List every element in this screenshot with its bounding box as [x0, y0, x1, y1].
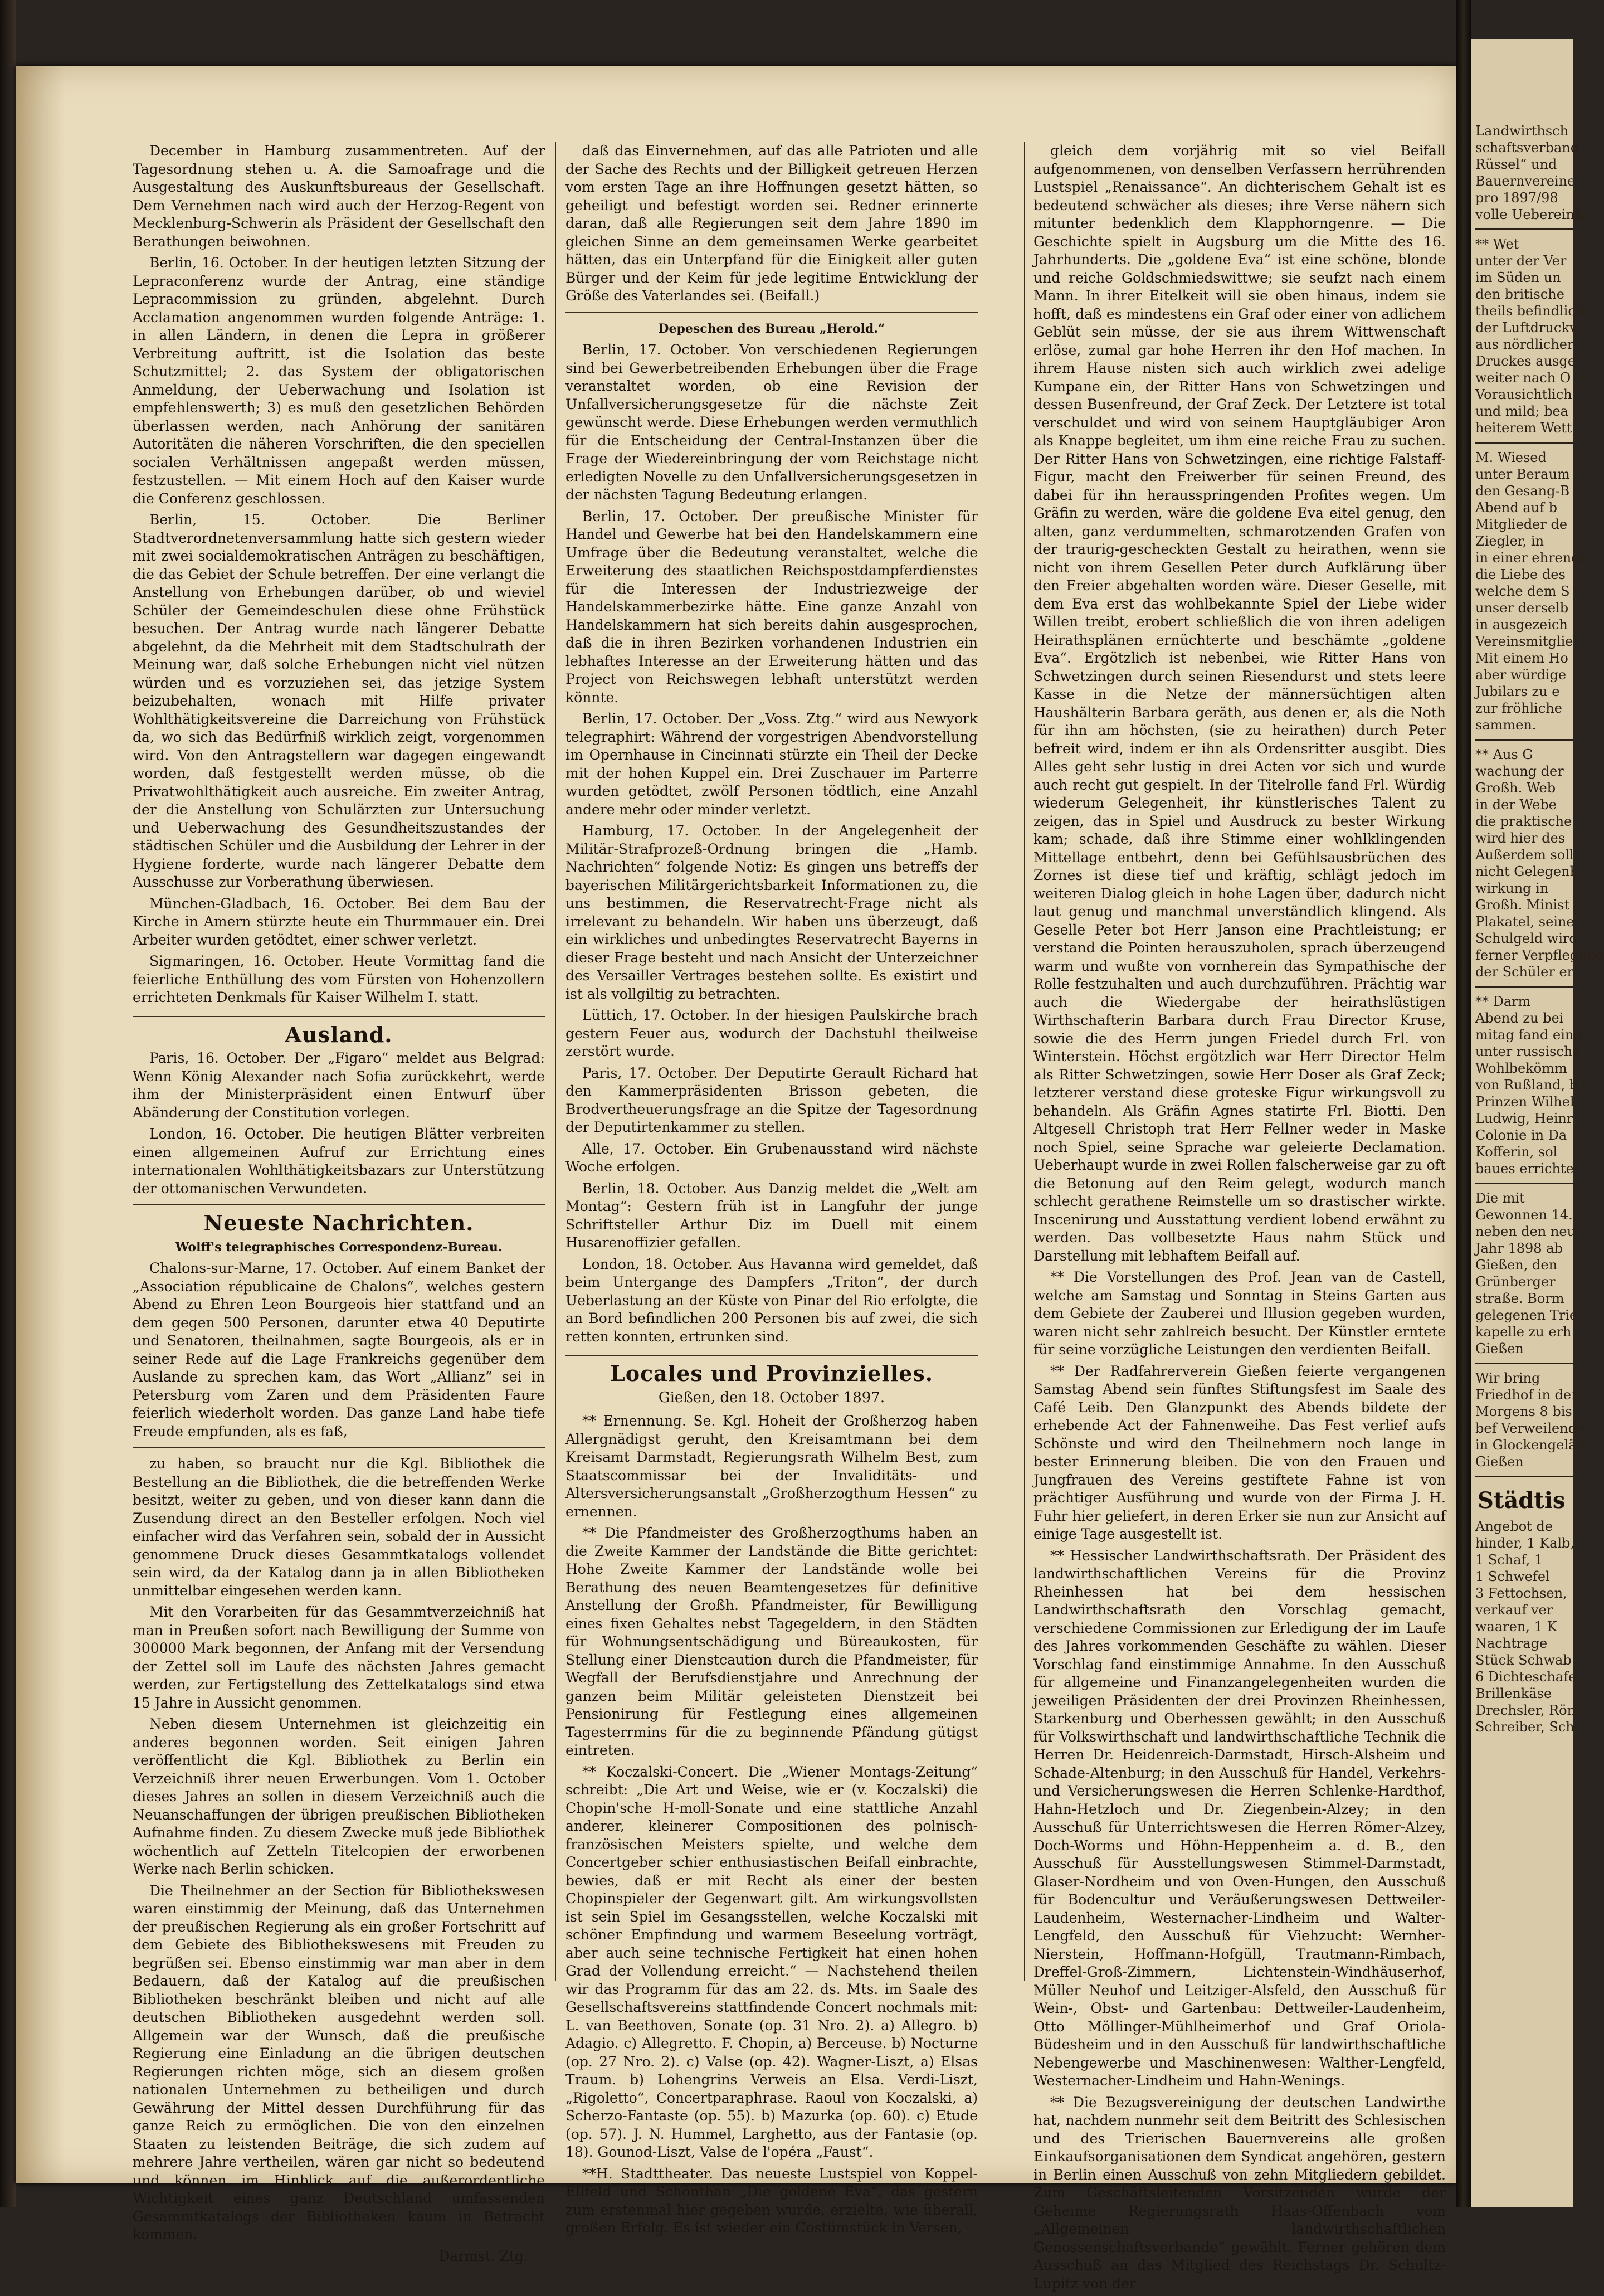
adjacent-line: wachung der	[1475, 763, 1564, 779]
adjacent-line: Bauernvereine	[1475, 173, 1576, 189]
adjacent-line: ** Darm	[1475, 994, 1531, 1009]
adjacent-line: weiter nach O	[1475, 370, 1571, 386]
adjacent-line: pro 1897/98	[1475, 190, 1558, 206]
column-3	[1033, 142, 1446, 2296]
adjacent-line: Abend auf b	[1475, 500, 1557, 515]
book-gutter	[1456, 0, 1471, 2207]
adjacent-line: Jahr 1898 ab	[1475, 1241, 1563, 1256]
article-paragraph: Lüttich, 17. October. In der hiesigen Paulskirche brach gestern Feuer aus, wodurch der Dachstuhl theilweise zerstört wurde.	[565, 1007, 978, 1059]
article-paragraph: Berlin, 17. October. Der preußische Minister für Handel und Gewerbe hat bei den Handelskammern eine Umfrage über die Bedeutung veranstaltet, welche die Erweiterung des staatlichen Reichspostdampferdienstes für die Interessen der Industriezweige der Handelskammerbezirke hätte. Eine ganze Anzahl von Handelskammern hat sich bereits dahin ausgesprochen, daß die in ihren Bezirken vorhandenen Industrien ein lebhaftes Interesse an der Erweiterung hätten und das Project von Reichswegen lebhaft unterstützt werden könnte.	[565, 508, 978, 706]
article-paragraph: München-Gladbach, 16. October. Bei dem Bau der Kirche in Amern stürzte heute ein Thurmmauer ein. Drei Arbeiter wurden getödtet, einer schwer verletzt.	[133, 895, 545, 948]
adjacent-line: Colonie in Da	[1475, 1127, 1567, 1143]
adjacent-line: sammen.	[1475, 717, 1537, 733]
adjacent-line: in der Webe	[1475, 797, 1557, 813]
article-paragraph: Berlin, 17. October. Der „Voss. Ztg.“ wird aus Newyork telegraphirt: Während der vorgestrigen Abendvorstellung im Opernhause in Cincinnati stürzte ein Theil der Decke mit der hohen Kuppel ein. Drei Zuschauer im Parterre wurden getödtet, zwölf Personen tödtlich, eine Anzahl andere mehr oder minder verletzt.	[565, 711, 978, 818]
adjacent-line: der Schüler er	[1475, 964, 1574, 980]
adjacent-line: Morgens 8 bis	[1475, 1404, 1572, 1419]
section-divider	[133, 1015, 545, 1017]
section-divider	[133, 1447, 545, 1448]
adjacent-line: Rüssel“ und	[1475, 157, 1557, 172]
adjacent-line: Schreiber, Sch	[1475, 1719, 1574, 1735]
article-paragraph: ** Ernennung. Se. Kgl. Hoheit der Großherzog haben Allergnädigst geruht, den Kreisamtmann bei dem Kreisamt Darmstadt, Regierungsrath Wilhelm Best, zum Staatscommissar bei der Invaliditäts- und Altersversicherungsanstalt „Großherzogthum Hessen“ zu ernennen.	[565, 1413, 978, 1520]
article-paragraph: ** Die Bezugsvereinigung der deutschen Landwirthe hat, nachdem nunmehr seit dem Beitritt des Schlesischen und des Trierischen Bauernvereins alle großen Einkaufsorganisationen dem Syndicat angehören, gestern in Berlin einen Ausschuß von zehn Mitgliedern gebildet. Zum Geschäftsleitenden Vorsitzenden wurde der Geheime Regierungsrath Haas-Offenbach vom „Allgemeinen landwirthschaftlichen Genossenschaftsverbande“ gewählt. Ferner gehören dem Ausschuß an das Mitglied des Reichstags Dr. Schultz-Lupitz von der	[1033, 2094, 1446, 2292]
adjacent-line: im Süden un	[1475, 270, 1561, 285]
adjacent-line: und mild; bea	[1475, 403, 1568, 419]
adjacent-line: Jubilars zu e	[1475, 684, 1560, 699]
article-paragraph: ** Der Radfahrerverein Gießen feierte vergangenen Samstag Abend sein fünftes Stiftungsfest im Saale des Café Leib. Den Glanzpunkt des Abends bildete der erhebende Act der Fahnenweihe. Das Fest verlief aufs Schönste und wird den Theilnehmern noch lange in bester Erinnerung bleiben. Die von den Frauen und Jungfrauen des Vereins gestiftete Fahne ist von prächtiger Ausführung und wurde von der Firma J. H. Fuhr hier geliefert, in deren Erker sie nun zur Ansicht auf einige Tage ausgestellt ist.	[1033, 1363, 1446, 1542]
adjacent-line: die Liebe des	[1475, 567, 1566, 582]
adjacent-line: von Rußland, b	[1475, 1077, 1578, 1093]
adjacent-line: Kofferin, sol	[1475, 1144, 1558, 1160]
adjacent-page-text	[1471, 993, 1582, 1177]
adjacent-line: 6 Dichteschafe	[1475, 1669, 1577, 1685]
adjacent-page-text	[1471, 746, 1604, 980]
adjacent-line: Druckes ausge	[1475, 353, 1576, 369]
adjacent-line: volle Uebereink	[1475, 207, 1583, 222]
article-paragraph: **H. Stadttheater. Das neueste Lustspiel von Koppel-Ellfeld und Schönthan „Die goldene Eva“, das gestern zum erstenmal hier gegeben wurde, erzielte, wie überall, großen Erfolg. Es ist wieder ein Costümstück in Versen,	[565, 2165, 978, 2236]
section-heading-locales: Locales und Provinzielles.	[610, 1361, 934, 1386]
adjacent-line: Gewonnen 14.	[1475, 1207, 1573, 1223]
adjacent-line: waaren, 1 K	[1475, 1619, 1557, 1635]
adjacent-line: aus nördlicher	[1475, 337, 1574, 352]
adjacent-line: Prinzen Wilhel	[1475, 1094, 1574, 1110]
adjacent-line: Wir bring	[1475, 1370, 1540, 1386]
adjacent-divider	[1475, 1476, 1573, 1477]
adjacent-line: heiterem Wett	[1475, 420, 1572, 436]
article-paragraph: Berlin, 18. October. Aus Danzig meldet die „Welt am Montag“: Gestern früh ist in Langfuhr der junge Schriftsteller Arthur Diz im Duell mit einem Husarenoffizier gefallen.	[565, 1180, 978, 1251]
adjacent-line: schaftsverband	[1475, 140, 1579, 155]
adjacent-line: Mit einem Ho	[1475, 650, 1568, 666]
adjacent-line: Großh. Web	[1475, 780, 1556, 796]
article-paragraph: Chalons-sur-Marne, 17. October. Auf einem Banket der „Association républicaine de Chalons“, welches gestern Abend zu Ehren Leon Bourgeois hier stattfand und an dem gegen 500 Personen, darunter etwa 40 Deputirte und Senatoren, theilnahmen, sagte Bourgeois, als er in seiner Rede auf die Lage Frankreichs gegenüber dem Auslande zu sprechen kam, das Wort „Allianz“ sei in Petersburg vom Zaren und dem Präsidenten Faure feierlich wiederholt worden. Das ganze Land habe tiefe Freude empfunden, als es faß,	[133, 1260, 545, 1439]
adjacent-page-text	[1471, 1190, 1578, 1357]
column-2	[565, 142, 978, 2241]
article-paragraph: ** Hessischer Landwirthschaftsrath. Der Präsident des landwirthschaftlichen Vereins für die Provinz Rheinhessen hat bei dem hessischen Landwirthschaftsrath den Vorschlag gemacht, verschiedene Commissionen zur Erledigung der im Laufe des Jahres vorkommenden Geschäfte zu wählen. Dieser Vorschlag fand einstimmige Annahme. In den Ausschuß für allgemeine und Finanzangelegenheiten wurden die jeweiligen Präsidenten der drei Provinzen Rheinhessen, Starkenburg und Oberhessen gewählt; in den Ausschuß für Volkswirthschaft und landwirthschaftliche Technik die Herren Dr. Heidenreich-Darmstadt, Hirsch-Alsheim und Schade-Altenburg; in den Ausschuß für Handel, Verkehrs- und Versicherungswesen die Herren Schlenke-Hardthof, Hahn-Hetzloch und Dr. Ziegenbein-Alzey; in den Ausschuß für Unterrichtswesen die Herren Römer-Alzey, Doch-Worms und Höhn-Heppenheim a. d. B., den Ausschuß für Ausstellungswesen Stimmel-Darmstadt, Glaser-Nordheim und von Oven-Hungen, den Ausschuß für Bodencultur und Veräußerungswesen Dettweiler-Laudenheim, Westernacher-Lindheim und Walter-Lengfeld, den Ausschuß für Viehzucht: Wernher-Nierstein, Hoffmann-Hofgüll, Trautmann-Rimbach, Dreffel-Groß-Zimmern, Lichtenstein-Windhäuserhof, Müller Neuhof und Leitziger-Alsfeld, den Ausschuß für Wein-, Obst- und Gartenbau: Dettweiler-Laudenheim, Otto Möllinger-Mühlheimerhof und Graf Oriola-Büdesheim und in den Ausschuß für landwirthschaftliche Nebengewerbe und Maschinenwesen: Walther-Lengfeld, Westernacher-Lindheim und Hahn-Wenings.	[1033, 1547, 1446, 2089]
article-paragraph: gleich dem vorjährig mit so viel Beifall aufgenommenen, von denselben Verfassern herrührenden Lustspiel „Renaissance“. An dichterischem Gehalt ist es bedeutend schwächer als dieses; ihre Verse nähern sich mitunter bedenklich dem Klapphorngenre. — Die Geschichte spielt in Augsburg um die Mitte des 16. Jahrhunderts. Die „goldene Eva“ ist eine schöne, blonde und reiche Goldschmiedswittwe; sie seufzt nach einem Mann. In ihrer Eitelkeit will sie oben hinaus, indem sie hofft, daß es mindestens ein Graf oder einer von adlichem Geblüt sein müsse, der sie aus ihrem Wittwenschaft erlöse, zumal gar hohe Herren ihr den Hof machen. In ihrem Hause nisten sich auch wirklich zwei adelige Kumpane ein, der Ritter Hans von Schwetzingen und dessen Busenfreund, der Graf Zeck. Der Letztere ist total verschuldet und wird von seinem Hauptgläubiger Aron als Knappe begleitet, um ihm eine reiche Frau zu suchen. Der Ritter Hans von Schwetzingen, eine richtige Falstaff-Figur, macht den Freiwerber für seinen Freund, des dabei für ihn herausspringenden Profites wegen. Um Gräfin zu werden, wäre die goldene Eva eitel genug, den alten, ganz verdummelten, schmarotzenden Grafen von der traurig-gescheckten Gestalt zu heirathen, wenn sie nicht von ihrem Gesellen Peter durch Aufklärung über den Freier abgehalten worden wäre. Dieser Geselle, mit dem Eva erst das wohlbekannte Spiel der Liebe wider Willen treibt, erobert schließlich die von ihren adeligen Heirathsplänen ernüchterte und beschämte „goldene Eva“. Ergötzlich ist nebenbei, wie Ritter Hans von Schwetzingen durch seinen Riesendurst und stets leere Kasse in die Netze der männersüchtigen alten Haushälterin Barbara geräth, aus denen er, als die Noth für ihn am höchsten, (sie zu heirathen) durch Peter befreit wird, indem er ihn als Ordensritter ausgibt. Dies Alles geht sehr lustig in drei Acten vor sich und wurde auch recht gut gespielt. In der Titelrolle fand Frl. Würdig wiederum Gelegenheit, ihr künstlerisches Talent zu zeigen, das in Spiel und Ausdruck zu bester Wirkung kam; schade, daß ihre Stimme einer wohlklingenden Mittellage entbehrt, denn bei Gefühlsausbrüchen des Zornes ist diese tief und kräftig, schlägt jedoch im weiteren Dialog gleich in hohe Lagen über, dadurch nicht laut genug und manchmal unverständlich klingend. Als Geselle Peter bot Herr Janson eine Prachtleistung; er verstand die Pointen herauszuholen, sprach überzeugend warm und wußte von vornherein das Sympathische der Rolle festzuhalten und auch durchzuführen. Prächtig war auch die Wiedergabe der heirathslüstigen Wirthschafterin Barbara durch Frau Director Kruse, sowie die des Herrn jungen Friedel durch Frl. von Winterstein. Höchst ergötzlich war Herr Director Helm als Ritter Schwetzingen, sowie Herr Doser als Graf Zeck; letzterer verstand diese groteske Figur wirkungsvoll zu behandeln. Als Gräfin Agnes statirte Frl. Biotti. Den Altgesell Christoph trat Herr Fellner weder in Maske noch Spiel, seine Sprache war geleierte Declamation. Ueberhaupt wurde in zwei Rollen falscherweise gar zu oft die Betonung auf den Reim gelegt, wodurch manch schlecht gerathene Reimstelle um so drastischer wirkte. Inscenirung und Ausstattung verdient lobend erwähnt zu werden. Das vollbesetzte Haus nahm Stück und Darstellung mit lebhaftem Beifall auf.	[1033, 143, 1446, 1264]
adjacent-line: 1 Schaf, 1	[1475, 1552, 1543, 1568]
adjacent-page	[1471, 39, 1604, 2207]
adjacent-divider	[1475, 1183, 1573, 1184]
adjacent-line: Die mit	[1475, 1190, 1525, 1206]
section-divider	[133, 1204, 545, 1205]
section-divider	[565, 312, 978, 313]
article-paragraph: Berlin, 17. October. Von verschiedenen Regierungen sind bei Gewerbetreibenden Erhebungen über die Frage veranstaltet worden, ob eine Revision der Unfallversicherungsgesetze für die nächste Zeit gewünscht werde. Diese Erhebungen werden vermuthlich für die Entscheidung der Central-Instanzen über die Frage der Wiedereinbringung der vom Reichstage nicht erledigten Novelle zu den Unfallversicherungsgesetzen in der nächsten Tagung Bedeutung erlangen.	[565, 342, 978, 503]
adjacent-page-text	[1471, 123, 1583, 223]
adjacent-line: wird hier des	[1475, 830, 1566, 846]
adjacent-line: M. Wiesed	[1475, 450, 1547, 465]
adjacent-page-text	[1471, 1370, 1585, 1470]
adjacent-line: Wohlbekömm	[1475, 1061, 1567, 1076]
adjacent-line: straße. Borm	[1475, 1291, 1564, 1306]
adjacent-line: Großh. Minist	[1475, 897, 1570, 913]
column-rule-2	[1024, 142, 1025, 1981]
article-paragraph: daß das Einvernehmen, auf das alle Patrioten und alle der Sache des Rechts und der Billigkeit getreuen Herzen vom ersten Tage an ihre Hoffnungen gesetzt hätten, so geheiligt und befestigt worden sei. Redner erinnerte daran, daß alle Regierungen seit dem Jahre 1890 im gleichen Sinne an dem gemeinsamen Werke gearbeitet hätten, das ein Unterpfand für die Einigkeit aller guten Bürger und der Keim für jede legitime Entwicklung der Größe des Vaterlandes sei. (Beifall.)	[565, 143, 978, 304]
adjacent-page-text	[1471, 236, 1585, 436]
article-paragraph: London, 16. October. Die heutigen Blätter verbreiten einen allgemeinen Aufruf zur Errichtung eines internationalen Wohlthätigkeitsbazars zur Unterstützung der ottomanischen Verwundeten.	[133, 1126, 545, 1196]
adjacent-line: Schulgeld wird	[1475, 931, 1578, 946]
article-paragraph: December in Hamburg zusammentreten. Auf der Tagesordnung stehen u. A. die Samoafrage und die Ausgestaltung des Auskunftsbureaus der Gesellschaft. Dem Vernehmen nach wird auch der Herzog-Regent von Mecklenburg-Schwerin als Präsident der Gesellschaft den Berathungen beiwohnen.	[133, 143, 545, 250]
adjacent-line: Drechsler, Röm	[1475, 1702, 1580, 1718]
adjacent-line: hinder, 1 Kalb,	[1475, 1535, 1575, 1551]
article-paragraph: Die Theilnehmer an der Section für Bibliothekswesen waren einstimmig der Meinung, daß das Unternehmen der preußischen Regierung als ein großer Fortschritt auf dem Gebiete des Bibliothekswesens mit Freuden zu begrüßen sei. Ebenso einstimmig war man aber in dem Bedauern, daß der Katalog auf die preußischen Bibliotheken beschränkt bleiben und nicht auf alle deutschen Bibliotheken ausgedehnt werden soll. Allgemein war der Wunsch, daß die preußische Regierung eine Einladung an die übrigen deutschen Regierungen richten möge, sich an diesem großen nationalen Unternehmen zu betheiligen und durch Gewährung der Mittel dessen Durchführung für das ganze Reich zu ermöglichen. Die von den einzelnen Staaten zu leistenden Beiträge, die sich zudem auf mehrere Jahre vertheilen, wären gar nicht so bedeutend und können im Hinblick auf die außerordentliche Wichtigkeit eines ganz Deutschland umfassenden Gesammtkatalogs der Bibliotheken kaum in Betracht kommen.	[133, 1882, 545, 2243]
dateline: Gießen, den 18. October 1897.	[658, 1389, 885, 1406]
adjacent-line: Friedhof in der	[1475, 1387, 1578, 1403]
article-paragraph: Mit den Vorarbeiten für das Gesammtverzeichniß hat man in Preußen sofort nach Bewilligung der Summe von 300000 Mark begonnen, der Anfang mit der Versendung der Zettel soll im Laufe des nächsten Jahres gemacht werden, zur Fertigstellung des Zettelkatalogs sind etwa 15 Jahre in Aussicht genommen.	[133, 1604, 545, 1711]
adjacent-divider	[1475, 228, 1573, 230]
section-subheading: Wolff's telegraphisches Correspondenz-Bureau.	[175, 1239, 503, 1254]
adjacent-line: verkauf ver	[1475, 1602, 1553, 1618]
adjacent-divider	[1475, 986, 1573, 988]
adjacent-page-text	[1471, 449, 1588, 733]
adjacent-line: Gießen	[1475, 1341, 1524, 1356]
article-paragraph: Berlin, 16. October. In der heutigen letzten Sitzung der Lepraconferenz wurde der Antrag, eine ständige Lepracommission zu gründen, abgelehnt. Durch Acclamation angenommen wurden folgende Anträge: 1. in allen Ländern, in denen die Lepra in größerer Verbreitung auftritt, ist die Isolation das beste Schutzmittel; 2. das System der obligatorischen Anmeldung, der Ueberwachung und Isolation ist empfehlenswerth; 3) es muß den gesetzlichen Behörden überlassen werden, nach Anhörung der sanitären Autoritäten die näheren Vorschriften, die den speciellen socialen Verhältnissen angepaßt werden müssen, festzustellen. — Mit einem Hoch auf den Kaiser wurde die Conferenz geschlossen.	[133, 255, 545, 507]
adjacent-line: unser derselb	[1475, 600, 1569, 616]
scan-edge	[0, 0, 16, 2207]
adjacent-line: Vereinsmitglie	[1475, 634, 1573, 649]
adjacent-line: ** Wet	[1475, 236, 1519, 252]
adjacent-line: 1 Schwefel	[1475, 1569, 1550, 1584]
adjacent-line: Abend zu bei	[1475, 1010, 1564, 1026]
adjacent-divider	[1475, 442, 1573, 444]
adjacent-line: nicht Gelegenh	[1475, 864, 1579, 879]
adjacent-line: Plakatel, seine	[1475, 914, 1574, 930]
adjacent-line: mitag fand eine	[1475, 1027, 1582, 1043]
adjacent-line: baues errichte	[1475, 1161, 1574, 1176]
adjacent-line: Gießen, den	[1475, 1257, 1558, 1273]
article-paragraph: zu haben, so braucht nur die Kgl. Bibliothek die Bestellung an die Bibliothek, die die betreffenden Werke besitzt, weiter zu geben, und von dieser kann dann die Zusendung direct an den Besteller erfolgen. Noch viel einfacher wird das Verfahren sein, sobald der in Aussicht genommene Druck dieses Gesammtkatalogs vollendet sein wird, da der Katalog dann ja in allen Bibliotheken unmittelbar eingesehen werden kann.	[133, 1456, 545, 1599]
adjacent-line: in ausgezeich	[1475, 617, 1568, 633]
adjacent-line: Angebot de	[1475, 1519, 1553, 1534]
article-paragraph: London, 18. October. Aus Havanna wird gemeldet, daß beim Untergange des Dampfers „Triton“, der durch Ueberlastung an der Küste von Pinar del Rio erfolgte, die an Bord befindlichen 200 Personen bis auf zwei, die sich retten konnten, ertrunken sind.	[565, 1256, 978, 1345]
adjacent-line: Ziegler, in	[1475, 533, 1544, 549]
adjacent-line: aber würdige	[1475, 667, 1567, 683]
adjacent-line: 3 Fettochsen,	[1475, 1585, 1567, 1601]
adjacent-divider	[1475, 1363, 1573, 1364]
adjacent-line: unter der Ver	[1475, 253, 1567, 269]
adjacent-line: unter Beraum	[1475, 466, 1570, 482]
adjacent-line: wirkung in	[1475, 881, 1549, 896]
adjacent-line: Nachtrage	[1475, 1636, 1548, 1651]
adjacent-line: gelegenen Trie	[1475, 1307, 1578, 1323]
article-paragraph: ** Die Vorstellungen des Prof. Jean van de Castell, welche am Samstag und Sonntag in Steins Garten aus dem Gebiete der Zauberei und Illusion gegeben wurden, waren nicht sehr zahlreich besucht. Der Künstler erntete für seine vorzügliche Leistungen den verdienten Beifall.	[1033, 1269, 1446, 1358]
column-rule-1	[555, 142, 556, 1981]
section-divider	[565, 1354, 978, 1356]
adjacent-line: theils befindlich	[1475, 303, 1585, 319]
adjacent-page-text	[1471, 1518, 1580, 1735]
adjacent-line: den britische	[1475, 286, 1564, 302]
adjacent-line: welche dem S	[1475, 583, 1570, 599]
adjacent-line: ferner Verpflegung	[1475, 947, 1604, 963]
adjacent-line: in Glockengeläu	[1475, 1437, 1585, 1453]
adjacent-line: den Gesang-B	[1475, 483, 1570, 499]
article-paragraph: Sigmaringen, 16. October. Heute Vormittag fand die feierliche Enthüllung des vom Fürsten von Hohenzollern errichteten Denkmals für Kaiser Wilhelm I. statt.	[133, 953, 545, 1005]
adjacent-line: in einer ehrende	[1475, 550, 1588, 566]
adjacent-line: Mitglieder de	[1475, 517, 1568, 532]
article-paragraph: Paris, 17. October. Der Deputirte Gerault Richard hat den Kammerpräsidenten Brisson gebeten, die Brodvertheuerungsfrage an die Spitze der Tagesordnung der Deputirtenkammer zu stellen.	[565, 1064, 978, 1135]
adjacent-divider	[1475, 739, 1573, 741]
article-paragraph: Berlin, 15. October. Die Berliner Stadtverordnetenversammlung hatte sich gestern wieder mit zwei socialdemokratischen Anträgen zu beschäftigen, die das Gebiet der Schule betreffen. Der eine verlangt die Anstellung von Erhebungen darüber, ob und wieviel Schüler der Gemeindeschulen diese ohne Frühstück besuchen. Der Antrag wurde nach längerer Debatte abgelehnt, da die Mehrheit mit dem Stadtschulrath der Meinung war, daß solche Erhebungen nicht viel nützen würden und es vorzuziehen sei, das jetzige System beizubehalten, wonach mit Hilfe privater Wohlthätigkeitsvereine die Darreichung von Frühstück da, wo sich das Bedürfniß wirklich zeigt, vorgenommen wird. Von den Antragstellern war dagegen eingewandt worden, daß festgestellt werden müsse, ob die Privatwohlthätigkeit auch ausreiche. Ein zweiter Antrag, der die Anstellung von Schulärzten zur Untersuchung und Ueberwachung des Gesundheitszustandes der städtischen Schüler und die Ausbildung der Lehrer in der Hygiene forderte, wurde nach längerer Debatte dem Ausschusse zur Vorberathung überwiesen.	[133, 512, 545, 890]
section-heading-ausland: Ausland.	[285, 1021, 393, 1047]
adjacent-line: der Luftdruckv	[1475, 320, 1577, 335]
adjacent-line: Stück Schwab	[1475, 1652, 1572, 1668]
adjacent-line: Außerdem soll	[1475, 847, 1574, 863]
adjacent-line: bef Verweilende	[1475, 1421, 1585, 1436]
adjacent-line: zur fröhliche	[1475, 701, 1562, 716]
adjacent-line: ** Aus G	[1475, 747, 1533, 762]
section-heading-neueste: Neueste Nachrichten.	[203, 1210, 474, 1235]
article-paragraph: Neben diesem Unternehmen ist gleichzeitig ein anderes begonnen worden. Seit einigen Jahren veröffentlicht die Kgl. Bibliothek zu Berlin ein Verzeichniß ihrer neuen Erwerbungen. Vom 1. October dieses Jahres an sollen in diesem Verzeichniß auch die Neuanschaffungen der übrigen preußischen Bibliotheken Aufnahme finden. Zu diesem Zwecke muß jede Bibliothek wöchentlich auf Zetteln Titelcopien der erworbenen Werke nach Berlin schicken.	[133, 1716, 545, 1877]
adjacent-line: die praktische	[1475, 814, 1572, 829]
article-paragraph: Hamburg, 17. October. In der Angelegenheit der Militär-Strafprozeß-Ordnung bringen die „Hamb. Nachrichten“ folgende Notiz: Es gingen uns betreffs der bayerischen Militärgerichtsbarkeit Informationen zu, die uns bestimmen, die Reservatrecht-Frage nicht als irrelevant zu behandeln. Wir haben uns überzeugt, daß ein wirkliches und unbedingtes Reservatrecht Bayerns in dieser Frage besteht und nach Ansicht der Unterzeichner des Versailler Vertrages bestehen sollte. Es existirt und ist als vollgiltig zu betrachten.	[565, 823, 978, 1002]
adjacent-line: Brillenkäse	[1475, 1686, 1552, 1701]
adjacent-line: neben den neu	[1475, 1224, 1576, 1239]
article-paragraph: ** Koczalski-Concert. Die „Wiener Montags-Zeitung“ schreibt: „Die Art und Weise, wie er (v. Koczalski) die Chopin'sche H-moll-Sonate und eine stattliche Anzahl anderer, kleinerer Compositionen des polnisch-französischen Meisters spielte, und welche dem Concertgeber schier enthusiastischen Beifall einbrachte, bewies, daß er mit Recht als einer der besten Chopinspieler der Gegenwart gilt. Am wirkungsvollsten ist sein Spiel im Gesangsstellen, welche Koczalski mit schöner Empfindung und warmem Beseelung vorträgt, aber auch seine technische Fertigkeit hat einen hohen Grad der Vollendung erreicht.“ — Nachstehend theilen wir das Programm für das am 22. ds. Mts. im Saale des Gesellschaftsvereins stattfindende Concert nochmals mit: L. van Beethoven, Sonate (op. 31 Nro. 2). a) Allegro. b) Adagio. c) Allegretto. F. Chopin, a) Berceuse. b) Nocturne (op. 27 Nro. 2). c) Valse (op. 42). Wagner-Liszt, a) Elsas Traum. b) Lohengrins Verweis an Elsa. Verdi-Liszt, „Rigoletto“, Concertparaphrase. Raoul von Koczalski, a) Scherzo-Fantaste (op. 55). b) Mazurka (op. 60). c) Etude (op. 57). J. N. Hummel, Larghetto, aus der Fantasie (op. 18). Gounod-Liszt, Valse de l'opéra „Faust“.	[565, 1763, 978, 2160]
article-paragraph: Alle, 17. October. Ein Grubenausstand wird nächste Woche erfolgen.	[565, 1140, 978, 1175]
source-signature: Darmst. Ztg.	[438, 2248, 528, 2264]
article-paragraph: ** Die Pfandmeister des Großherzogthums haben an die Zweite Kammer der Landstände die Bitte gerichtet: Hohe Zweite Kammer der Landstände wolle bei Berathung des neuen Beamtengesetzes für definitive Anstellung der Großh. Pfandmeister, für Bewilligung eines fixen Gehaltes nebst Tagegeldern, in den Städten für Wohnungsentschädigung und Büreaukosten, für Stellung einer Dienstcaution durch die Pfandmeister, für Wegfall der Berufsdienstjahre und Anrechnung der ganzen beim Militär geleisteten Dienstzeit bei Pensionirung für Festlegung eines allgemeinen Tagesterrmins für die zu beginnende Pfändung gütigst eintreten.	[565, 1525, 978, 1758]
adjacent-line: Grünberger	[1475, 1274, 1556, 1290]
adjacent-line: Vorausichtlich	[1475, 387, 1572, 402]
adjacent-line: unter russische	[1475, 1044, 1581, 1059]
adjacent-line: Gießen	[1475, 1454, 1524, 1470]
article-paragraph: Paris, 16. October. Der „Figaro“ meldet aus Belgrad: Wenn König Alexander nach Sofia zurückkehrt, werde ihm der Ministerpräsident einen Entwurf über Abänderung der Constitution vorlegen.	[133, 1050, 545, 1121]
column-1	[133, 142, 545, 2265]
adjacent-line: Ludwig, Heinr	[1475, 1111, 1573, 1126]
section-heading-depeschen: Depeschen des Bureau „Herold.“	[658, 321, 885, 336]
adjacent-line: Landwirthsch	[1475, 123, 1569, 139]
adjacent-heading: Städtis	[1478, 1487, 1566, 1514]
adjacent-line: kapelle zu erh	[1475, 1324, 1572, 1340]
